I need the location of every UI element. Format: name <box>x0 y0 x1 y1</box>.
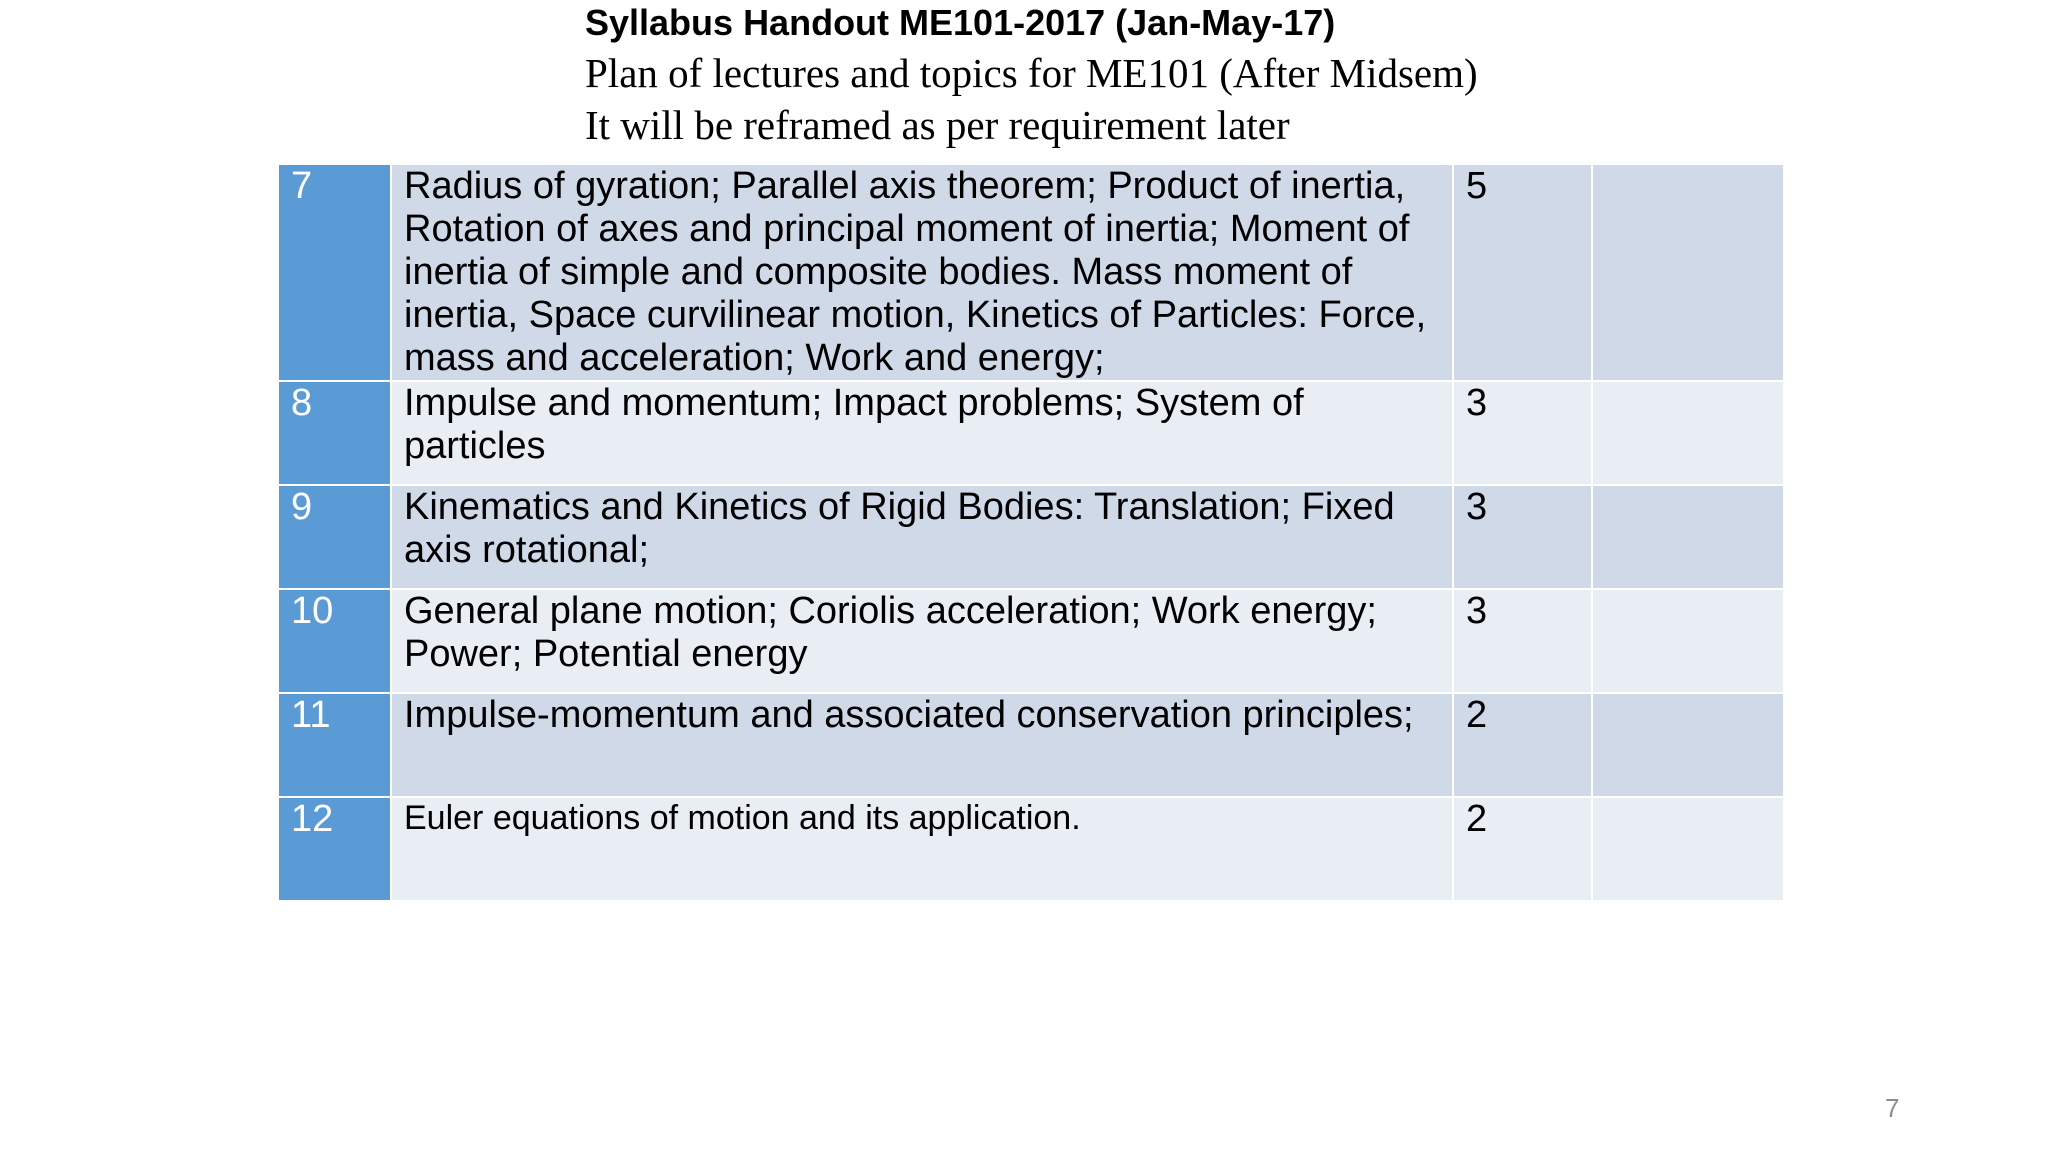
row-extra <box>1592 693 1784 797</box>
table-row <box>278 381 1784 485</box>
row-number: 10 <box>278 589 391 693</box>
slide-title: Syllabus Handout ME101-2017 (Jan-May-17) <box>585 2 1336 43</box>
table-row <box>278 164 1784 381</box>
row-number: 8 <box>278 381 391 485</box>
table-row <box>278 693 1784 797</box>
row-lectures: 2 <box>1453 797 1592 901</box>
row-topic: Impulse-momentum and associated conservation principles; <box>391 693 1453 797</box>
row-extra <box>1592 485 1784 589</box>
row-topic: General plane motion; Coriolis acceleration; Work energy; Power; Potential energy <box>391 589 1453 693</box>
row-number: 9 <box>278 485 391 589</box>
row-lectures: 3 <box>1453 381 1592 485</box>
row-number: 11 <box>278 693 391 797</box>
row-topic: Kinematics and Kinetics of Rigid Bodies: Translation; Fixed axis rotational; <box>391 485 1453 589</box>
row-lectures: 3 <box>1453 589 1592 693</box>
row-number: 12 <box>278 797 391 901</box>
table-row <box>278 797 1784 901</box>
row-extra <box>1592 589 1784 693</box>
table-row <box>278 589 1784 693</box>
row-topic: Radius of gyration; Parallel axis theorem; Product of inertia, Rotation of axes and principal moment of inertia; Moment of inertia of simple and composite bodies. Mass moment of inertia, Space curvilinear motion, Kinetics of Particles: Force, mass and acceleration; Work and energy; <box>391 164 1453 381</box>
row-lectures: 2 <box>1453 693 1592 797</box>
row-extra <box>1592 381 1784 485</box>
page-number: 7 <box>1885 1093 1900 1123</box>
slide-subtitle-line-1: Plan of lectures and topics for ME101 (After Midsem) <box>585 50 1478 96</box>
row-topic: Impulse and momentum; Impact problems; System of particles <box>391 381 1453 485</box>
slide-subtitle-line-2: It will be reframed as per requirement later <box>585 102 1290 148</box>
row-lectures: 5 <box>1453 164 1592 381</box>
table-row <box>278 485 1784 589</box>
row-extra <box>1592 164 1784 381</box>
row-number: 7 <box>278 164 391 381</box>
row-extra <box>1592 797 1784 901</box>
row-lectures: 3 <box>1453 485 1592 589</box>
row-topic: Euler equations of motion and its application. <box>391 797 1453 901</box>
syllabus-table <box>277 163 1785 902</box>
